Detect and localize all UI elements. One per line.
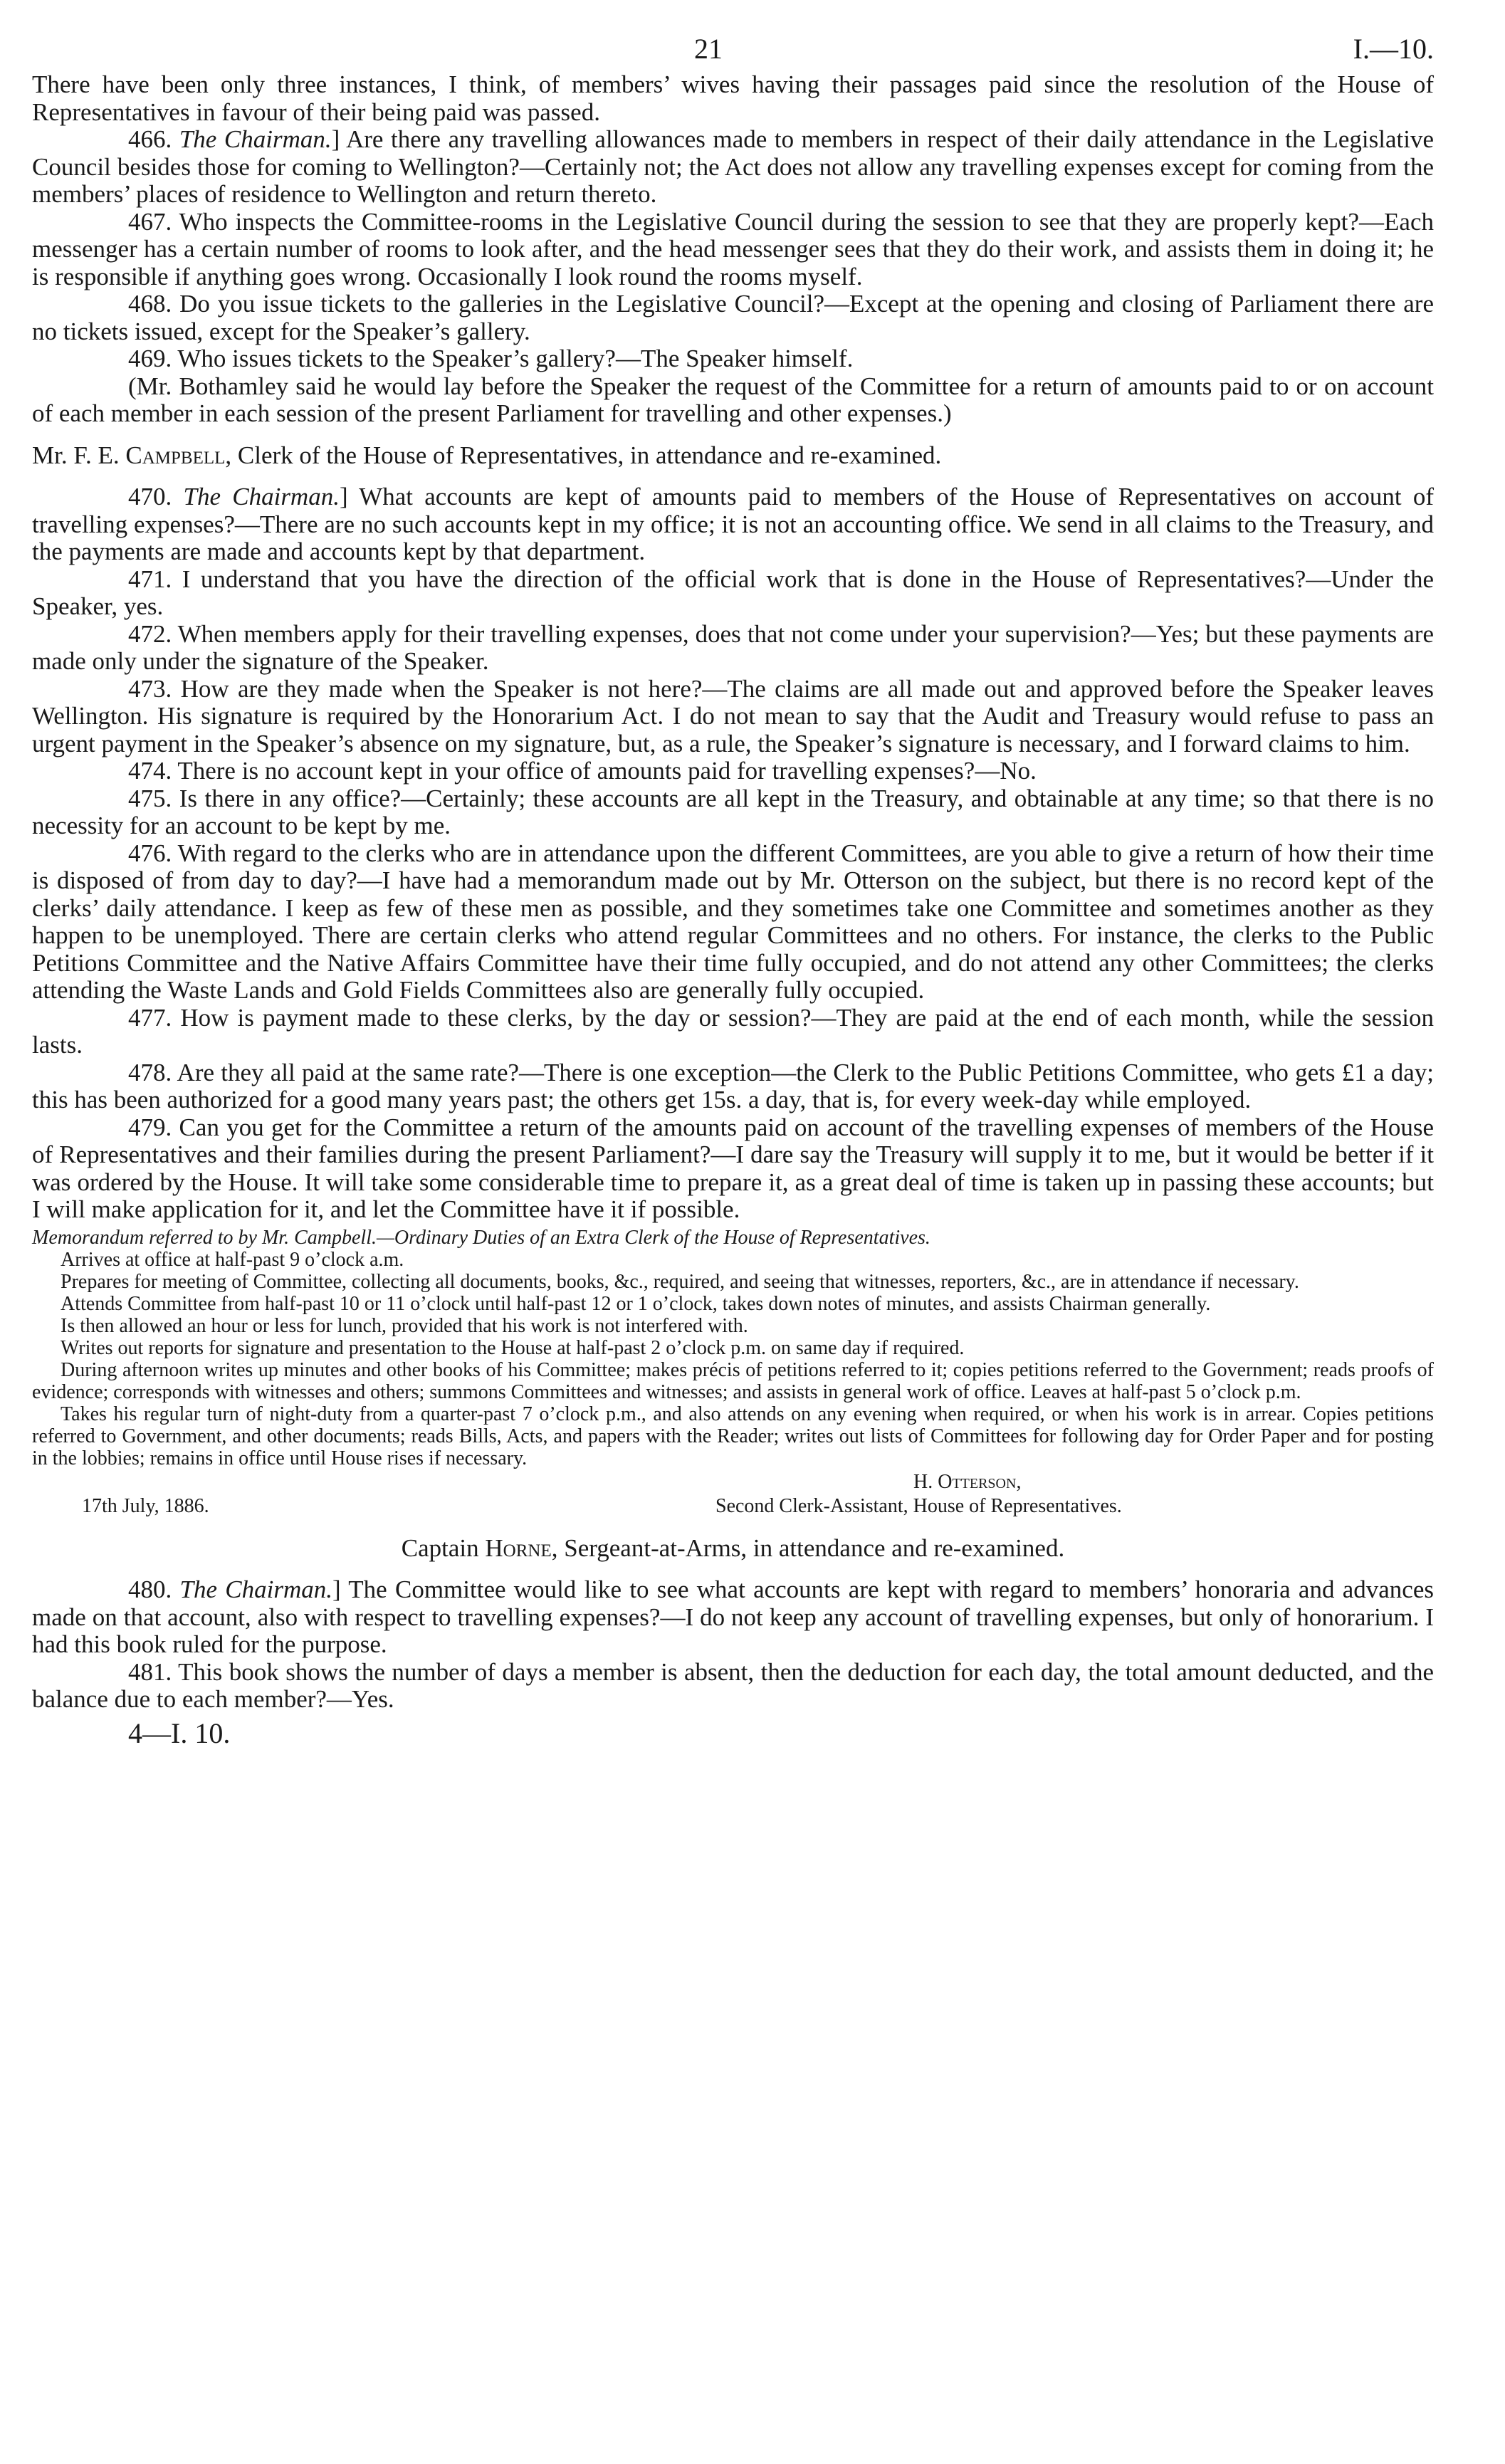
witness-prefix: Captain (401, 1534, 486, 1562)
witness-heading (32, 1535, 1434, 1563)
main-text-continued (32, 1535, 1434, 1714)
paragraph: 476. With regard to the clerks who are in attendance upon the different Committees, are you able to give a return of how their time is disposed of from day to day?—I have had a memorandum made out by Mr. Otterson on the subject, but there is no record kept of the clerks’ daily attendance. I keep as few of these men as possible, and they sometimes take one Committee and sometimes another as they happen to be unemployed. There are certain clerks who attend regular Committees and no others. For instance, the clerks to the Public Petitions Committee and the Native Affairs Committee have their time fully occupied, and do not attend any other Committees; the clerks attending the Waste Lands and Gold Fields Committees also are generally fully occupied. (32, 839, 1434, 1004)
memorandum-title: Memorandum referred to by Mr. Campbell.—Ordinary Duties of an Extra Clerk of the House of Representatives. (32, 1226, 930, 1249)
witness-suffix: , Sergeant-at-Arms, in attendance and re-examined. (551, 1534, 1065, 1562)
paragraph: 477. How is payment made to these clerks, by the day or session?—They are paid at the end of each month, while the session lasts. (32, 1003, 1434, 1059)
paragraph: 475. Is there in any office?—Certainly; these accounts are all kept in the Treasury, and obtainable at any time; so that there is no necessity for an account to be kept by me. (32, 784, 1434, 839)
signature-title: Second Clerk-Assistant, House of Representatives. (715, 1494, 1122, 1517)
signature-mark: 4—I. 10. (128, 1716, 231, 1749)
paragraph: 480. The Chairman.] The Committee would like to see what accounts are kept with regard to members’ honoraria and advances made on that account, also with respect to travelling expenses?—I do not keep any account of travelling expenses, but only of honorarium. I had this book ruled for the purpose. (32, 1576, 1434, 1658)
witness-suffix: , Clerk of the House of Representatives, in attendance and re-examined. (225, 441, 942, 469)
paragraph: 467. Who inspects the Committee-rooms in the Legislative Council during the session to see that they are properly kept?—Each messenger has a certain number of rooms to look after, and the head messenger sees that they do their work, and assists them in doing it; he is responsible if anything goes wrong. Occasionally I look round the rooms myself. (32, 207, 1434, 290)
memorandum (32, 1227, 1434, 1521)
memo-signature-block (32, 1471, 1434, 1521)
paper-reference: I.—10. (1353, 33, 1434, 65)
witness-heading (32, 442, 1434, 470)
paragraph: 472. When members apply for their travelling expenses, does that not come under your supervision?—Yes; but these payments are made only under the signature of the Speaker. (32, 619, 1434, 675)
memo-line: During afternoon writes up minutes and other books of his Committee; makes précis of petitions referred to it; copies petitions referred to the Government; reads proofs of evidence; corresponds with witnesses and others; summons Committees and witnesses; and assists in general work of office. Leaves at half-past 5 o’clock p.m. (32, 1358, 1434, 1403)
memo-line: Arrives at office at half-past 9 o’clock a.m. (61, 1248, 404, 1271)
paragraph: 466. The Chairman.] Are there any travelling allowances made to members in respect of their daily attendance in the Legislative Council besides those for coming to Wellington?—Certainly not; the Act does not allow any travelling expenses except for coming from the members’ places of residence to Wellington and return thereto. (32, 125, 1434, 208)
paragraph: 471. I understand that you have the direction of the official work that is done in the House of Representatives?—Under the Speaker, yes. (32, 565, 1434, 620)
witness-prefix: Mr. F. E. (32, 441, 126, 469)
paragraph: 468. Do you issue tickets to the galleries in the Legislative Council?—Except at the opening and closing of Parliament there are no tickets issued, except for the Speaker’s gallery. (32, 290, 1434, 345)
memo-line: Prepares for meeting of Committee, collecting all documents, books, &c., required, and seeing that witnesses, reporters, &c., are in attendance if necessary. (61, 1270, 1299, 1293)
memo-line: Writes out reports for signature and presentation to the House at half-past 2 o’clock p.m. on same day if required. (61, 1336, 965, 1359)
paragraph: 481. This book shows the number of days a member is absent, then the deduction for each day, the total amount deducted, and the balance due to each member?—Yes. (32, 1657, 1434, 1713)
witness-name: Horne (485, 1534, 552, 1562)
memo-line: Takes his regular turn of night-duty from a quarter-past 7 o’clock p.m., and also attends on any evening when required, or when his work is in arrear. Copies petitions referred to Government, and other documents; reads Bills, Acts, and papers with the Reader; writes out lists of Committees for following day for Order Paper and for posting in the lobbies; remains in office until House rises if necessary. (32, 1403, 1434, 1469)
memo-line: Attends Committee from half-past 10 or 11 o’clock until half-past 12 or 1 o’clock, takes down notes of minutes, and assists Chairman generally. (61, 1292, 1211, 1315)
memo-date: 17th July, 1886. (82, 1494, 209, 1517)
paragraph: (Mr. Bothamley said he would lay before the Speaker the request of the Committee for a return of amounts paid to or on account of each member in each session of the present Parliament for travelling and other expenses.) (32, 372, 1434, 427)
witness-name: Campbell (125, 441, 226, 469)
paragraph: 479. Can you get for the Committee a return of the amounts paid on account of the travelling expenses of members of the House of Representatives and their families during the present Parliament?—I dare say the Treasury will supply it to me, but it would be better if it was ordered by the House. It will take some considerable time to prepare it, as a great deal of time is taken up in passing these accounts; but I will make application for it, and let the Committee have it if possible. (32, 1113, 1434, 1223)
page-header (32, 28, 1434, 71)
main-text (32, 71, 1434, 1224)
paragraph: 478. Are they all paid at the same rate?—There is one exception—the Clerk to the Public Petitions Committee, who gets £1 a day; this has been authorized for a good many years past; the others get 15s. a day, that is, for every week-day while employed. (32, 1058, 1434, 1113)
paragraph: There have been only three instances, I think, of members’ wives having their passages paid since the resolution of the House of Representatives in favour of their being paid was passed. (32, 70, 1434, 126)
page-number: 21 (694, 33, 723, 65)
memo-line: Is then allowed an hour or less for lunch, provided that his work is not interfered with. (61, 1314, 748, 1337)
paragraph: 473. How are they made when the Speaker is not here?—The claims are all made out and approved before the Speaker leaves Wellington. His signature is required by the Honorarium Act. I do not mean to say that the Audit and Treasury would refuse to pass an urgent payment in the Speaker’s absence on my signature, but, as a rule, the Speaker’s signature is necessary, and I forward claims to him. (32, 674, 1434, 757)
paragraph: 470. The Chairman.] What accounts are kept of amounts paid to members of the House of Representatives on account of travelling expenses?—There are no such accounts kept in my office; it is not an accounting office. We send in all claims to the Treasury, and the payments are made and accounts kept by that department. (32, 483, 1435, 565)
signature-name: H. Otterson, (913, 1470, 1022, 1493)
paragraph: 469. Who issues tickets to the Speaker’s gallery?—The Speaker himself. (128, 345, 854, 372)
paragraph: 474. There is no account kept in your office of amounts paid for travelling expenses?—No. (128, 757, 1037, 785)
